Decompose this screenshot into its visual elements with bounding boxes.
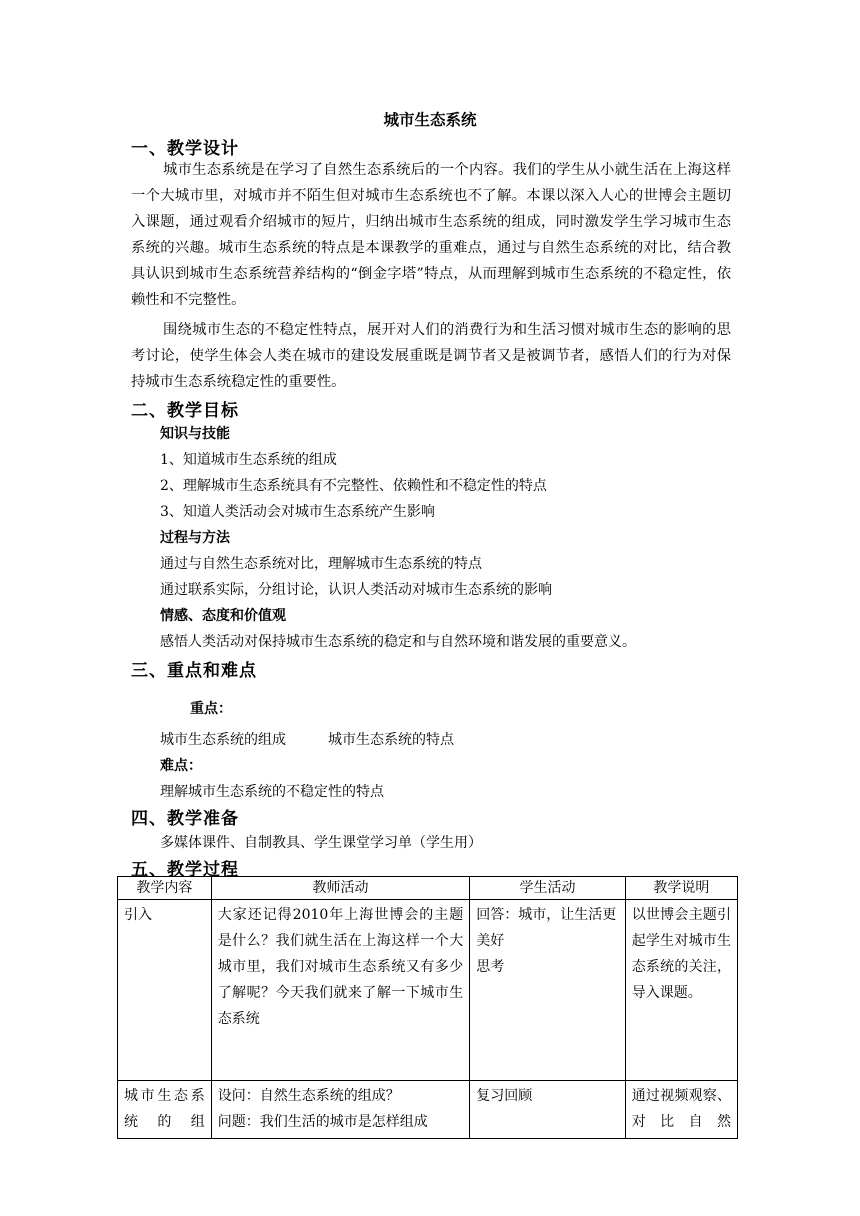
table-row [118, 1081, 738, 1139]
goal-item: 通过联系实际，分组讨论，认识人类活动对城市生态系统的影响 [160, 582, 552, 598]
design-paragraph-2: 围绕城市生态的不稳定性特点，展开对人们的消费行为和生活习惯对城市生态的影响的思考讨论，使学生体会人类在城市的建设发展重既是调节者又是被调节者，感悟人们的行为对保持城市生态系统稳定性的重要性。 [131, 322, 731, 390]
table-cell-note: 通过视频观察、对比自然 [625, 1081, 737, 1139]
table-cell-teacher: 设问：自然生态系统的组成？ 问题：我们生活的城市是怎样组成 [211, 1081, 470, 1139]
goal-item: 通过与自然生态系统对比，理解城市生态系统的特点 [160, 556, 482, 572]
table-cell-note: 以世博会主题引起学生对城市生态系统的关注，导入课题。 [625, 900, 737, 1081]
difficulty-item: 理解城市生态系统的不稳定性的特点 [160, 784, 384, 800]
design-paragraph-1: 城市生态系统是在学习了自然生态系统后的一个内容。我们的学生从小就生活在上海这样一个大城市里，对城市并不陌生但对城市生态系统也不了解。本课以深入人心的世博会主题切入课题，通过观看介绍城市的短片，归纳出城市生态系统的组成，同时激发学生学习城市生态系统的兴趣。城市生态系统的特点是本课教学的重难点，通过与自然生态系统的对比，结合教具认识到城市生态系统营养结构的“倒金字塔”特点，从而理解到城市生态系统的不稳定性，依赖性和不完整性。 [131, 162, 731, 308]
difficulty-label: 难点： [160, 758, 202, 774]
goal-subheading-knowledge: 知识与技能 [160, 426, 230, 442]
table-header-cell: 教学说明 [625, 877, 737, 900]
table-cell-student: 回答：城市，让生活更美好 思考 [470, 900, 626, 1081]
goal-subheading-process: 过程与方法 [160, 530, 230, 546]
table-cell-content: 城市生态系统的组 [118, 1081, 212, 1139]
section-heading-goals: 二、教学目标 [131, 401, 239, 421]
table-cell-content: 引入 [118, 900, 212, 1081]
section-heading-prep: 四、教学准备 [131, 809, 239, 829]
key-item: 城市生态系统的特点 [328, 732, 454, 748]
table-cell-teacher: 大家还记得2010年上海世博会的主题是什么？我们就生活在上海这样一个大城市里，我们对城市生态系统又有多少了解呢？今天我们就来了解一下城市生态系统 [211, 900, 470, 1081]
section-heading-keypoints: 三、重点和难点 [131, 661, 257, 681]
goal-item: 感悟人类活动对保持城市生态系统的稳定和与自然环境和谐发展的重要意义。 [160, 634, 636, 650]
table-cell-student: 复习回顾 [470, 1081, 626, 1139]
section-heading-process: 五、教学过程 [131, 860, 239, 880]
section-heading-design: 一、教学设计 [131, 139, 239, 159]
goal-subheading-emotion: 情感、态度和价值观 [160, 608, 286, 624]
key-label: 重点： [190, 701, 232, 717]
table-row [118, 900, 738, 1081]
table-header-row [118, 877, 738, 900]
teaching-process-table [117, 876, 738, 1139]
table-header-cell: 教师活动 [211, 877, 470, 900]
table-header-cell: 教学内容 [118, 877, 212, 900]
document-title: 城市生态系统 [383, 110, 477, 129]
goal-item: 3、知道人类活动会对城市生态系统产生影响 [160, 504, 435, 520]
key-item: 城市生态系统的组成 [160, 732, 286, 748]
prep-text: 多媒体课件、自制教具、学生课堂学习单（学生用） [160, 835, 482, 851]
goal-item: 2、理解城市生态系统具有不完整性、依赖性和不稳定性的特点 [160, 478, 547, 494]
table-header-cell: 学生活动 [470, 877, 626, 900]
goal-item: 1、知道城市生态系统的组成 [160, 452, 337, 468]
